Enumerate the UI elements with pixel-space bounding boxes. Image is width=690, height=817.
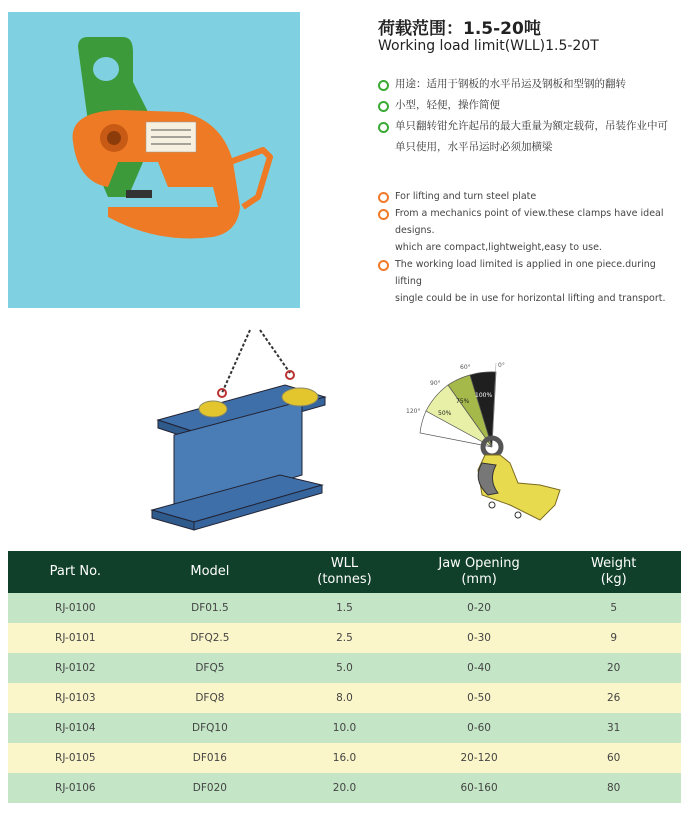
cell-model: DF016 (143, 743, 278, 773)
cell-model: DFQ8 (143, 683, 278, 713)
cell-part-no: RJ-0106 (8, 773, 143, 803)
angle-label-90: 90° (430, 380, 441, 387)
i-beam-drawing (130, 325, 355, 540)
table-row (8, 653, 681, 683)
green-circle-bullet-icon (378, 101, 389, 112)
cell-wll: 10.0 (277, 713, 412, 743)
cell-weight: 26 (546, 683, 681, 713)
green-circle-bullet-icon (378, 80, 389, 91)
table-row (8, 623, 681, 653)
cell-weight: 5 (546, 593, 681, 623)
cell-weight: 9 (546, 623, 681, 653)
cell-wll: 2.5 (277, 623, 412, 653)
cell-part-no: RJ-0104 (8, 713, 143, 743)
angle-label-120: 120° (406, 408, 421, 415)
cell-jaw-opening: 0-40 (412, 653, 547, 683)
angle-sector-drawing (400, 355, 585, 535)
angle-label-60: 60° (460, 364, 471, 371)
cell-weight: 31 (546, 713, 681, 743)
cell-weight: 60 (546, 743, 681, 773)
capacity-label-75: 75% (456, 398, 470, 405)
header-model: Model (143, 551, 278, 593)
orange-circle-bullet-icon (378, 260, 389, 271)
list-item: 小型，轻便，操作简便 (378, 95, 683, 116)
table-row (8, 713, 681, 743)
page-title-en: Working load limit(WLL)1.5-20T (378, 38, 599, 54)
cell-wll: 8.0 (277, 683, 412, 713)
cell-part-no: RJ-0103 (8, 683, 143, 713)
table-row (8, 683, 681, 713)
cell-weight: 20 (546, 653, 681, 683)
table-row (8, 593, 681, 623)
cell-model: DF01.5 (143, 593, 278, 623)
feature-list-en (378, 188, 683, 307)
cell-wll: 16.0 (277, 743, 412, 773)
list-item: 单只翻转钳允许起吊的最大重量为额定载荷，吊装作业中可 (378, 116, 683, 137)
header-wll: WLL (tonnes) (277, 551, 412, 593)
cell-model: DFQ10 (143, 713, 278, 743)
header-part-no: Part No. (8, 551, 143, 593)
product-photo (8, 12, 300, 308)
cell-jaw-opening: 60-160 (412, 773, 547, 803)
capacity-label-50: 50% (438, 410, 452, 417)
cell-part-no: RJ-0100 (8, 593, 143, 623)
header-jaw-opening: Jaw Opening (mm) (412, 551, 547, 593)
table-header-row (8, 551, 681, 593)
list-item: From a mechanics point of view.these clamps have ideal designs. (378, 205, 683, 239)
green-circle-bullet-icon (378, 122, 389, 133)
orange-circle-bullet-icon (378, 209, 389, 220)
cell-part-no: RJ-0105 (8, 743, 143, 773)
cell-jaw-opening: 20-120 (412, 743, 547, 773)
feature-list-cn (378, 74, 683, 158)
beam-lifting-illustration (130, 325, 355, 540)
cell-model: DF020 (143, 773, 278, 803)
cell-wll: 5.0 (277, 653, 412, 683)
orange-circle-bullet-icon (378, 192, 389, 203)
list-item: For lifting and turn steel plate (378, 188, 683, 205)
table-row (8, 773, 681, 803)
list-item: 用途：适用于钢板的水平吊运及钢板和型钢的翻转 (378, 74, 683, 95)
page-title-cn: 荷载范围：1.5-20吨 (378, 19, 541, 39)
clamp-photo-drawing (8, 12, 300, 308)
angle-label-0: 0° (498, 362, 505, 369)
cell-jaw-opening: 0-60 (412, 713, 547, 743)
capacity-label-100: 100% (475, 392, 493, 399)
cell-wll: 20.0 (277, 773, 412, 803)
load-angle-diagram (400, 355, 585, 535)
list-item: The working load limited is applied in one piece.during lifting (378, 256, 683, 290)
header-weight: Weight (kg) (546, 551, 681, 593)
list-item: single could be in use for horizontal lifting and transport. (395, 293, 666, 304)
cell-model: DFQ2.5 (143, 623, 278, 653)
cell-part-no: RJ-0101 (8, 623, 143, 653)
list-item: 单只使用，水平吊运时必须加横梁 (395, 141, 553, 153)
cell-model: DFQ5 (143, 653, 278, 683)
list-item: which are compact,lightweight,easy to use. (395, 242, 602, 253)
cell-part-no: RJ-0102 (8, 653, 143, 683)
cell-weight: 80 (546, 773, 681, 803)
cell-wll: 1.5 (277, 593, 412, 623)
table-row (8, 743, 681, 773)
cell-jaw-opening: 0-50 (412, 683, 547, 713)
spec-table (8, 551, 681, 803)
cell-jaw-opening: 0-30 (412, 623, 547, 653)
cell-jaw-opening: 0-20 (412, 593, 547, 623)
